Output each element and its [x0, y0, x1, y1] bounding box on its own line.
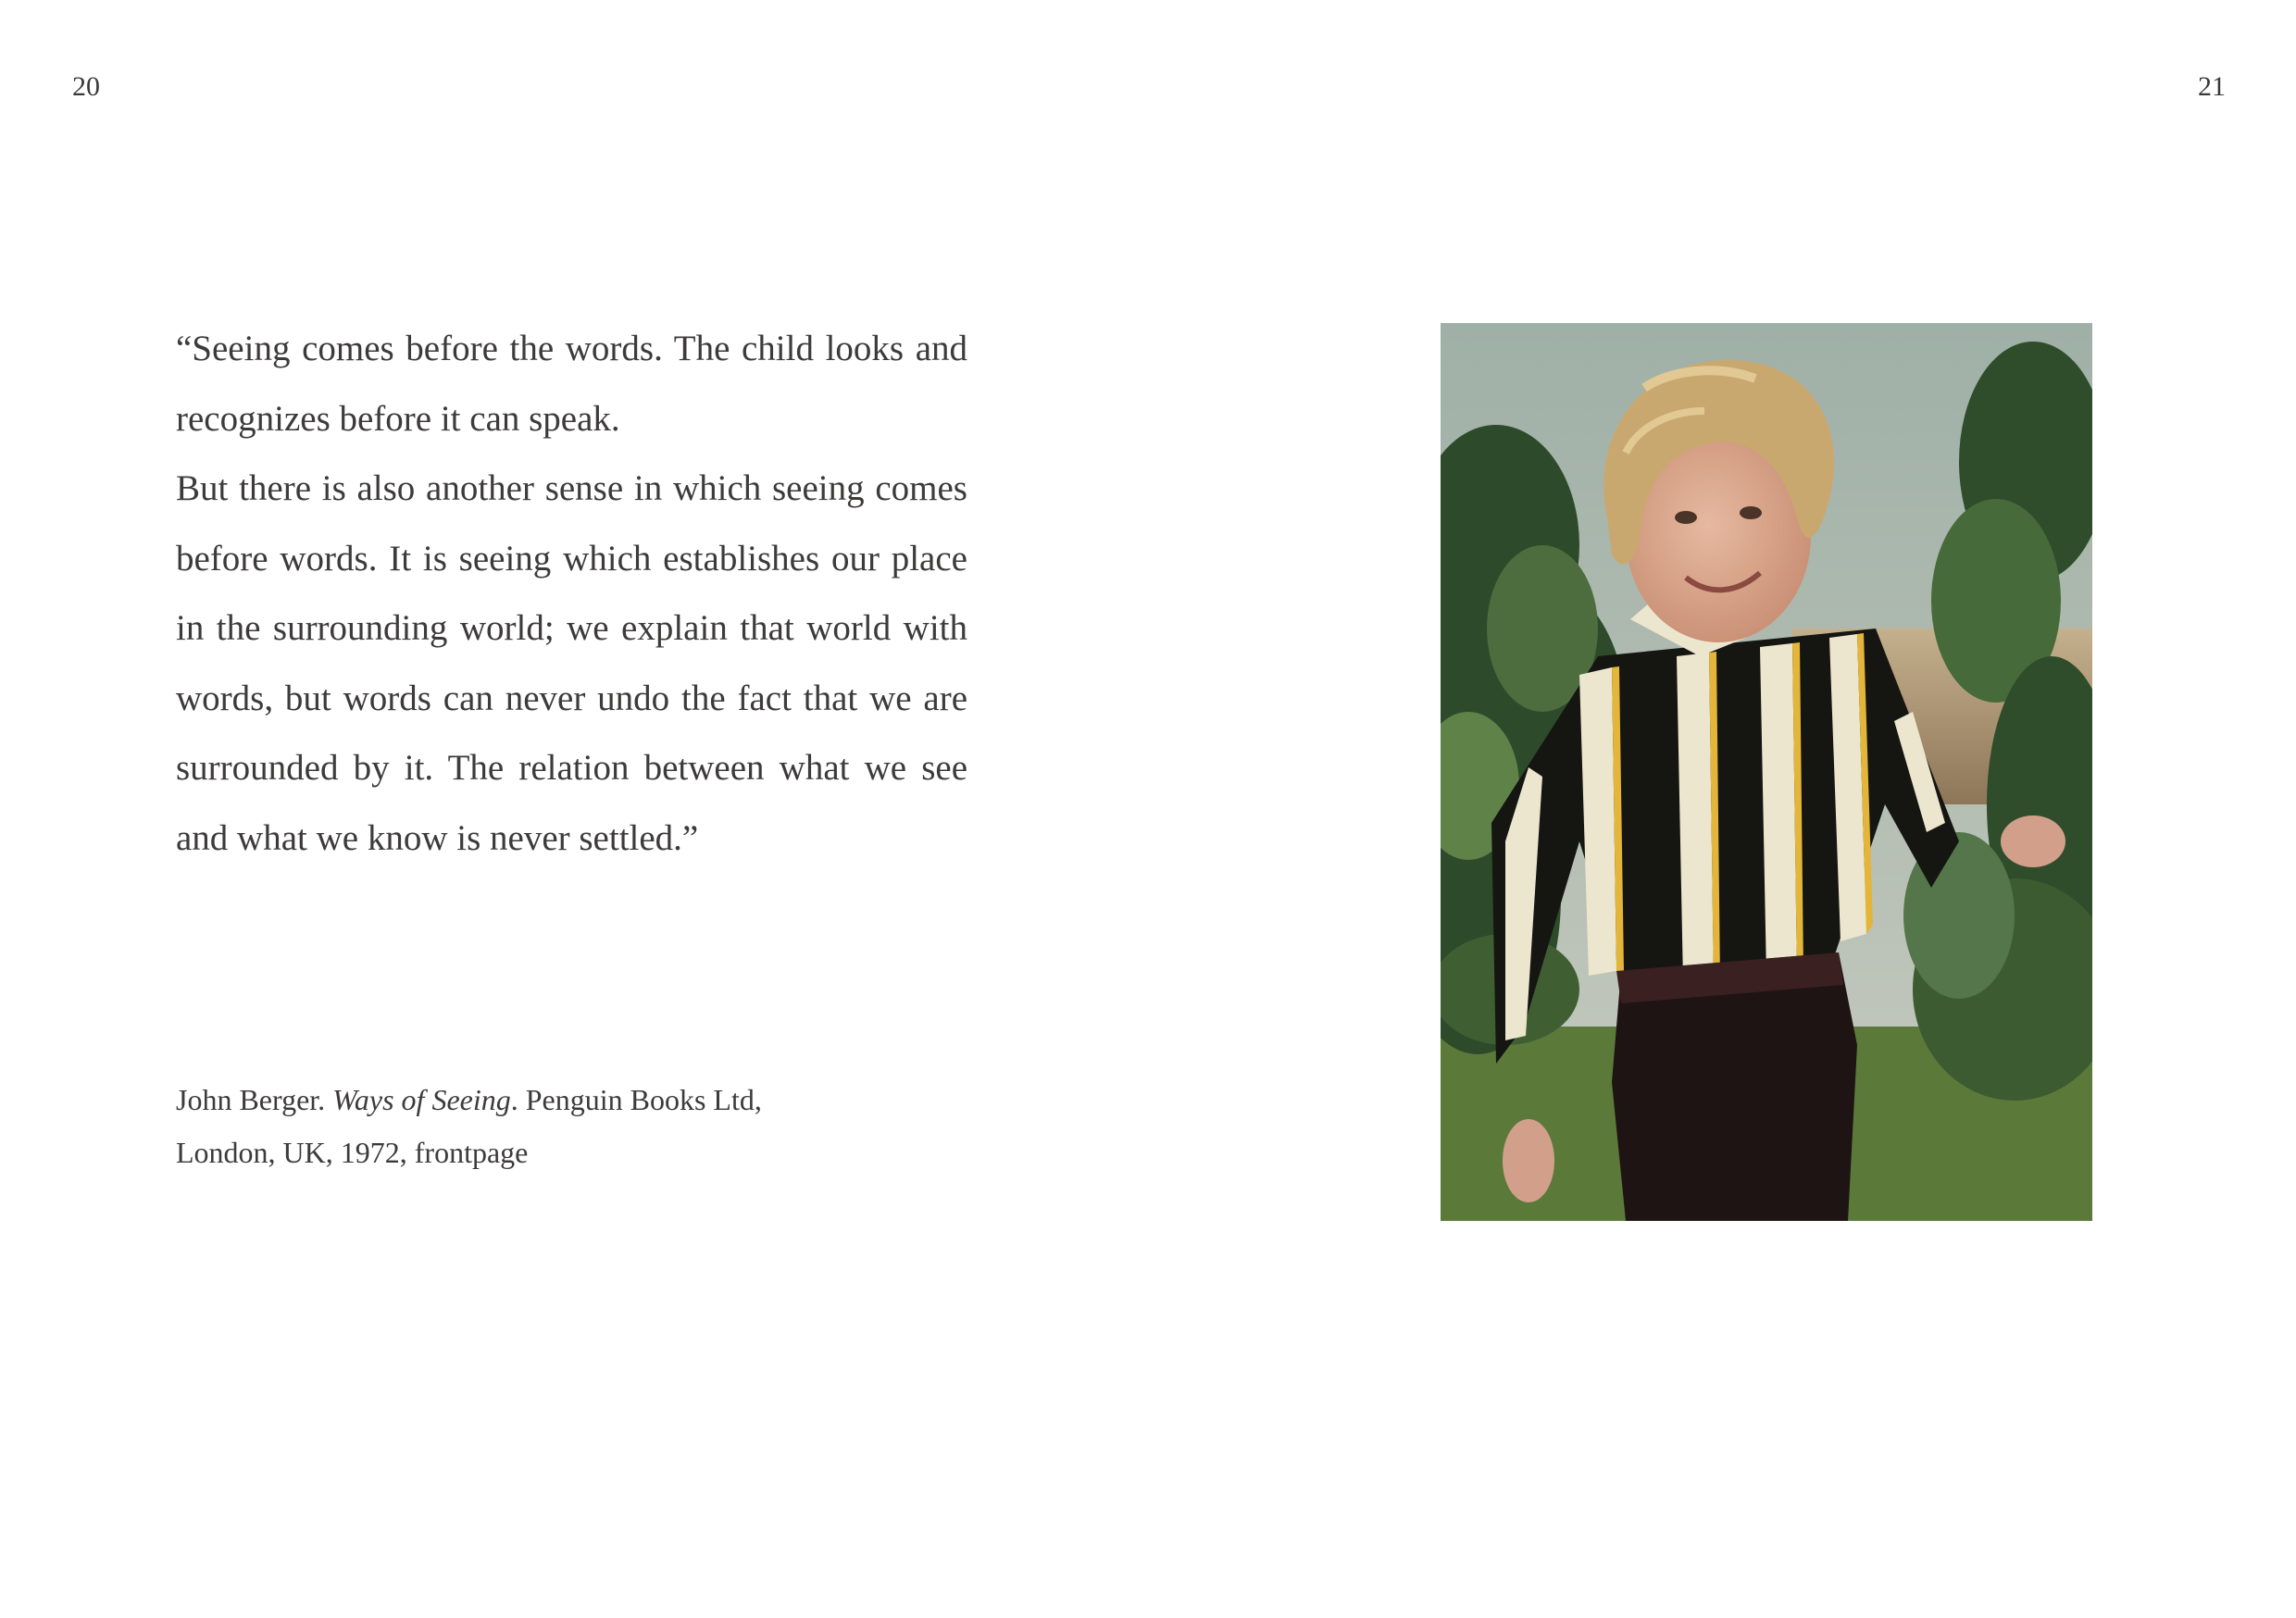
page-number-left: 20 — [72, 71, 100, 102]
left-hand — [1503, 1119, 1554, 1202]
child-photo — [1441, 323, 2092, 1221]
citation-publisher: . Penguin Books Ltd, — [510, 1083, 762, 1116]
citation — [176, 1074, 824, 1179]
citation-line-1 — [176, 1074, 824, 1126]
citation-author: John Berger. — [176, 1083, 326, 1116]
right-hand — [2001, 815, 2065, 867]
citation-title: Ways of Seeing — [332, 1083, 511, 1116]
quote-paragraph-2: But there is also another sense in which seeing comes before words. It is seeing which establishes our place in the surrounding world; we explain that world with words, but words can never undo the fact that we are surrounded by it. The relation between what we see and what we know is never settled.” — [176, 468, 967, 858]
quote-block — [176, 314, 967, 873]
citation-details: London, UK, 1972, frontpage — [176, 1136, 529, 1169]
page-number-right: 21 — [2198, 71, 2226, 102]
quote-paragraph-1: “Seeing comes before the words. The child looks and recognizes before it can speak. — [176, 329, 967, 439]
child-photo-illustration — [1441, 323, 2092, 1221]
